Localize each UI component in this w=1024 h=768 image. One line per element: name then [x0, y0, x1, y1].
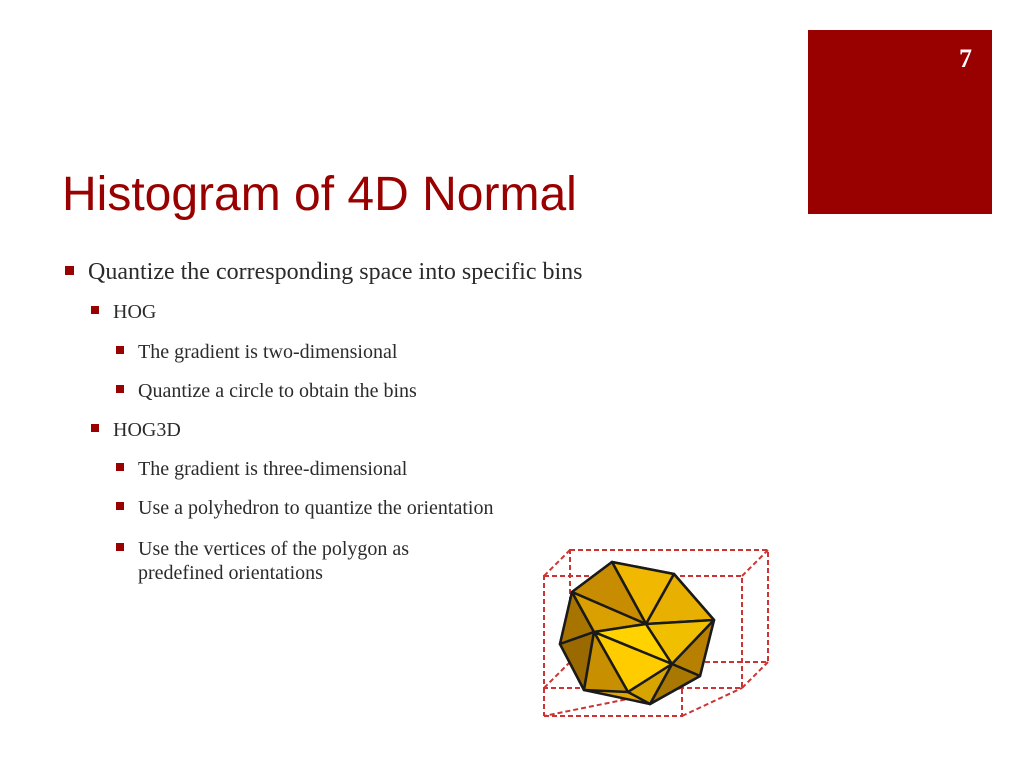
bullet-square-icon: [116, 463, 124, 471]
bullet-text: Use a polyhedron to quantize the orientation: [138, 497, 494, 519]
bullet-text: The gradient is two-dimensional: [138, 341, 398, 363]
bullet-square-icon: [116, 385, 124, 393]
bullet-text: HOG3D: [113, 419, 181, 441]
bullet-level3: [138, 340, 397, 364]
bullet-level3: [138, 496, 493, 520]
slide-number-box: [808, 30, 992, 214]
bullet-text: HOG: [113, 301, 157, 323]
bullet-text: The gradient is three-dimensional: [138, 458, 408, 480]
bullet-text: Quantize the corresponding space into specific bins: [88, 259, 583, 285]
icosahedron-in-cube-icon: [522, 540, 774, 740]
bullet-square-icon: [91, 424, 99, 432]
bullet-square-icon: [116, 543, 124, 551]
slide-number: 7: [959, 44, 972, 73]
polyhedron-figure: [522, 540, 774, 740]
bullet-text: Quantize a circle to obtain the bins: [138, 380, 417, 402]
bullet-level3: [138, 379, 417, 403]
bullet-level3: [138, 537, 498, 585]
bullet-level1: [88, 258, 583, 286]
bullet-level2: [113, 418, 181, 442]
bullet-square-icon: [116, 346, 124, 354]
bullet-square-icon: [65, 266, 74, 275]
bullet-square-icon: [91, 306, 99, 314]
slide-title: Histogram of 4D Normal: [62, 168, 577, 221]
bullet-level3: [138, 457, 407, 481]
bullet-level2: [113, 300, 156, 324]
bullet-square-icon: [116, 502, 124, 510]
bullet-text: Use the vertices of the polygon as predefined orientations: [138, 538, 410, 584]
